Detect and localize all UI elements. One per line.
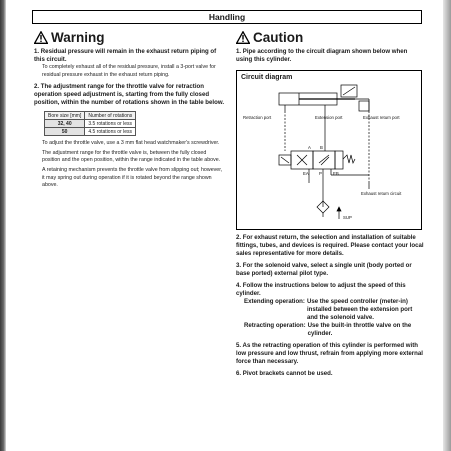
section-header-title: Handling [208, 12, 246, 22]
warning-item-2-paragraph: A retaining mechanism prevents the throttle valve from slipping out; however, it may spring out during operation if it is rotated beyond the range shown above. [42, 166, 223, 189]
table-header-cell: Bore size [mm] [45, 112, 85, 120]
page-edge-left [0, 0, 6, 451]
retracting-operation-name: Retracting operation: [244, 322, 306, 329]
warning-title [34, 28, 226, 46]
port-eb-label: EB [333, 171, 339, 176]
table-row [45, 120, 136, 128]
retracting-operation-row [236, 322, 424, 338]
warning-item-1-head: 1. Residual pressure will remain in the exhaust return piping of this circuit. [34, 48, 217, 63]
caution-title-text: Caution [253, 29, 304, 45]
extending-operation-name: Extending operation: [244, 298, 305, 305]
warning-item-2-paragraph: The adjustment range for the throttle valve is, between the fully closed position and the open position, within the range indicated in the table above. [42, 149, 221, 164]
extending-operation-text: Use the speed controller (meter-in) installed between the extension port and the solenoid valve. [306, 298, 413, 321]
table-header-cell: Number of rotations [85, 112, 136, 120]
port-a-label: A [308, 145, 311, 150]
table-header-row [45, 112, 136, 120]
retraction-port-label: Retraction port [243, 115, 272, 120]
table-cell: 4.5 rotations or less [85, 128, 136, 136]
table-cell: 50 [45, 128, 85, 136]
warning-item-2-head: 2. The adjustment range for the throttle valve for retraction operation speed adjustment is, starting from the fully closed position, within the number of rotations shown in the table below. [34, 83, 225, 107]
extension-port-label: Extension port [315, 115, 343, 120]
caution-item-3: 3. For the solenoid valve, select a single unit (body ported or base ported) external pilot type. [236, 262, 412, 277]
warning-title-text: Warning [51, 29, 105, 45]
caution-title [236, 28, 424, 46]
caution-item-5: 5. As the retracting operation of this cylinder is performed with low pressure and low thrust, refrain from applying more external force than necessary. [236, 342, 423, 365]
warning-column [34, 28, 226, 190]
table-cell: 3.5 rotations or less [85, 120, 136, 128]
extending-operation-row [236, 298, 424, 322]
caution-column [236, 28, 424, 378]
circuit-diagram-drawing [237, 71, 423, 231]
table-row [45, 128, 136, 136]
port-ea-label: EA [303, 171, 309, 176]
section-header [32, 10, 422, 24]
caution-item-2: 2. For exhaust return, the selection and installation of suitable fittings, tubes, and devices is required. Please contact your local sales representative for more details. [236, 234, 424, 257]
warning-item-1-body: To completely exhaust all of the residual pressure, install a 3-port valve for residual pressure exhaust in the exhaust return piping. [42, 64, 216, 78]
valve-block-right [313, 151, 335, 169]
circuit-diagram-title: Circuit diagram [241, 74, 293, 81]
table-cell: 32, 40 [45, 120, 85, 128]
caution-item-4: 4. Follow the instructions below to adjust the speed of this cylinder. [236, 282, 406, 297]
caution-item-1: 1. Pipe according to the circuit diagram shown below when using this cylinder. [236, 48, 408, 63]
page-edge-right [443, 0, 451, 451]
rotation-table [44, 111, 136, 136]
caution-triangle-icon [236, 31, 250, 44]
sup-label: SUP [343, 215, 352, 220]
warning-triangle-icon [34, 31, 48, 44]
exhaust-return-port-label: Exhaust return port [363, 115, 400, 120]
warning-item-2-paragraph: To adjust the throttle valve, use a 3 mm flat head watchmaker's screwdriver. [42, 140, 220, 147]
port-b-label: B [320, 145, 323, 150]
circuit-diagram [236, 70, 422, 230]
exhaust-return-circuit-label: Exhaust return circuit [361, 191, 402, 196]
port-p-label: P [319, 171, 322, 176]
retracting-operation-text: Use the built-in throttle valve on the cylinder. [307, 322, 412, 337]
caution-item-6: 6. Pivot brackets cannot be used. [236, 370, 333, 377]
